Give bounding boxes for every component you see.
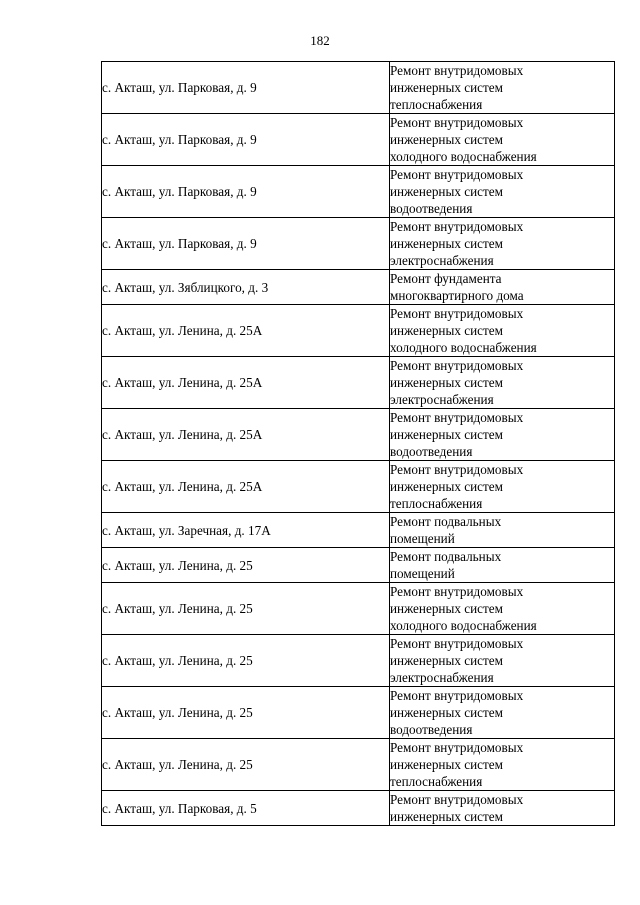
work-line: водоотведения [390,201,473,216]
work-line: Ремонт внутридомовых [390,462,524,477]
work-line: теплоснабжения [390,774,483,789]
address-cell: с. Акташ, ул. Парковая, д. 9 [102,62,390,114]
work-line: инженерных систем [390,236,503,251]
table-row [102,166,615,218]
work-line: Ремонт подвальных [390,514,502,529]
work-cell [390,548,615,583]
work-line: Ремонт внутридомовых [390,740,524,755]
work-line: Ремонт внутридомовых [390,219,524,234]
work-line: Ремонт внутридомовых [390,306,524,321]
work-cell [390,305,615,357]
work-line: инженерных систем [390,479,503,494]
work-line: Ремонт внутридомовых [390,636,524,651]
work-line: инженерных систем [390,809,503,824]
address-cell: с. Акташ, ул. Ленина, д. 25 [102,739,390,791]
work-cell [390,635,615,687]
table-row [102,218,615,270]
address-cell: с. Акташ, ул. Ленина, д. 25А [102,409,390,461]
page-number: 182 [310,33,330,48]
work-line: помещений [390,566,455,581]
work-line: инженерных систем [390,375,503,390]
table-row [102,270,615,305]
work-line: теплоснабжения [390,97,483,112]
address-cell: с. Акташ, ул. Ленина, д. 25 [102,548,390,583]
work-cell [390,739,615,791]
table-row [102,305,615,357]
work-line: инженерных систем [390,323,503,338]
work-line: Ремонт внутридомовых [390,688,524,703]
work-cell [390,357,615,409]
work-line: Ремонт внутридомовых [390,115,524,130]
address-cell: с. Акташ, ул. Ленина, д. 25А [102,461,390,513]
address-cell: с. Акташ, ул. Ленина, д. 25А [102,305,390,357]
work-line: Ремонт внутридомовых [390,584,524,599]
work-cell [390,218,615,270]
work-cell [390,583,615,635]
table-row [102,409,615,461]
table-row [102,635,615,687]
work-line: инженерных систем [390,80,503,95]
work-line: инженерных систем [390,757,503,772]
table-row [102,791,615,826]
table-row [102,548,615,583]
work-line: Ремонт внутридомовых [390,63,524,78]
table-row [102,739,615,791]
address-cell: с. Акташ, ул. Ленина, д. 25 [102,687,390,739]
work-line: холодного водоснабжения [390,618,537,633]
work-cell [390,166,615,218]
table-row [102,513,615,548]
table-row [102,62,615,114]
work-line: электроснабжения [390,392,494,407]
work-line: водоотведения [390,722,473,737]
table-row [102,583,615,635]
work-line: Ремонт внутридомовых [390,358,524,373]
work-line: электроснабжения [390,670,494,685]
repair-table [101,61,615,826]
work-line: Ремонт внутридомовых [390,792,524,807]
table-row [102,114,615,166]
address-cell: с. Акташ, ул. Парковая, д. 9 [102,218,390,270]
work-cell [390,114,615,166]
work-line: инженерных систем [390,705,503,720]
address-cell: с. Акташ, ул. Ленина, д. 25 [102,583,390,635]
work-line: инженерных систем [390,132,503,147]
work-line: инженерных систем [390,653,503,668]
work-cell [390,62,615,114]
work-cell [390,409,615,461]
work-line: холодного водоснабжения [390,149,537,164]
table-row [102,687,615,739]
work-line: холодного водоснабжения [390,340,537,355]
work-line: многоквартирного дома [390,288,524,303]
address-cell: с. Акташ, ул. Ленина, д. 25 [102,635,390,687]
work-line: Ремонт фундамента [390,271,502,286]
address-cell: с. Акташ, ул. Ленина, д. 25А [102,357,390,409]
address-cell: с. Акташ, ул. Парковая, д. 5 [102,791,390,826]
address-cell: с. Акташ, ул. Парковая, д. 9 [102,166,390,218]
address-cell: с. Акташ, ул. Парковая, д. 9 [102,114,390,166]
work-line: Ремонт подвальных [390,549,502,564]
work-line: электроснабжения [390,253,494,268]
address-cell: с. Акташ, ул. Заречная, д. 17А [102,513,390,548]
work-line: теплоснабжения [390,496,483,511]
work-cell [390,687,615,739]
work-cell [390,791,615,826]
work-cell [390,270,615,305]
work-line: водоотведения [390,444,473,459]
work-line: Ремонт внутридомовых [390,410,524,425]
work-line: Ремонт внутридомовых [390,167,524,182]
work-cell [390,461,615,513]
work-line: инженерных систем [390,184,503,199]
work-line: помещений [390,531,455,546]
address-cell: с. Акташ, ул. Зяблицкого, д. 3 [102,270,390,305]
work-cell [390,513,615,548]
work-line: инженерных систем [390,601,503,616]
table-row [102,357,615,409]
work-line: инженерных систем [390,427,503,442]
table-row [102,461,615,513]
